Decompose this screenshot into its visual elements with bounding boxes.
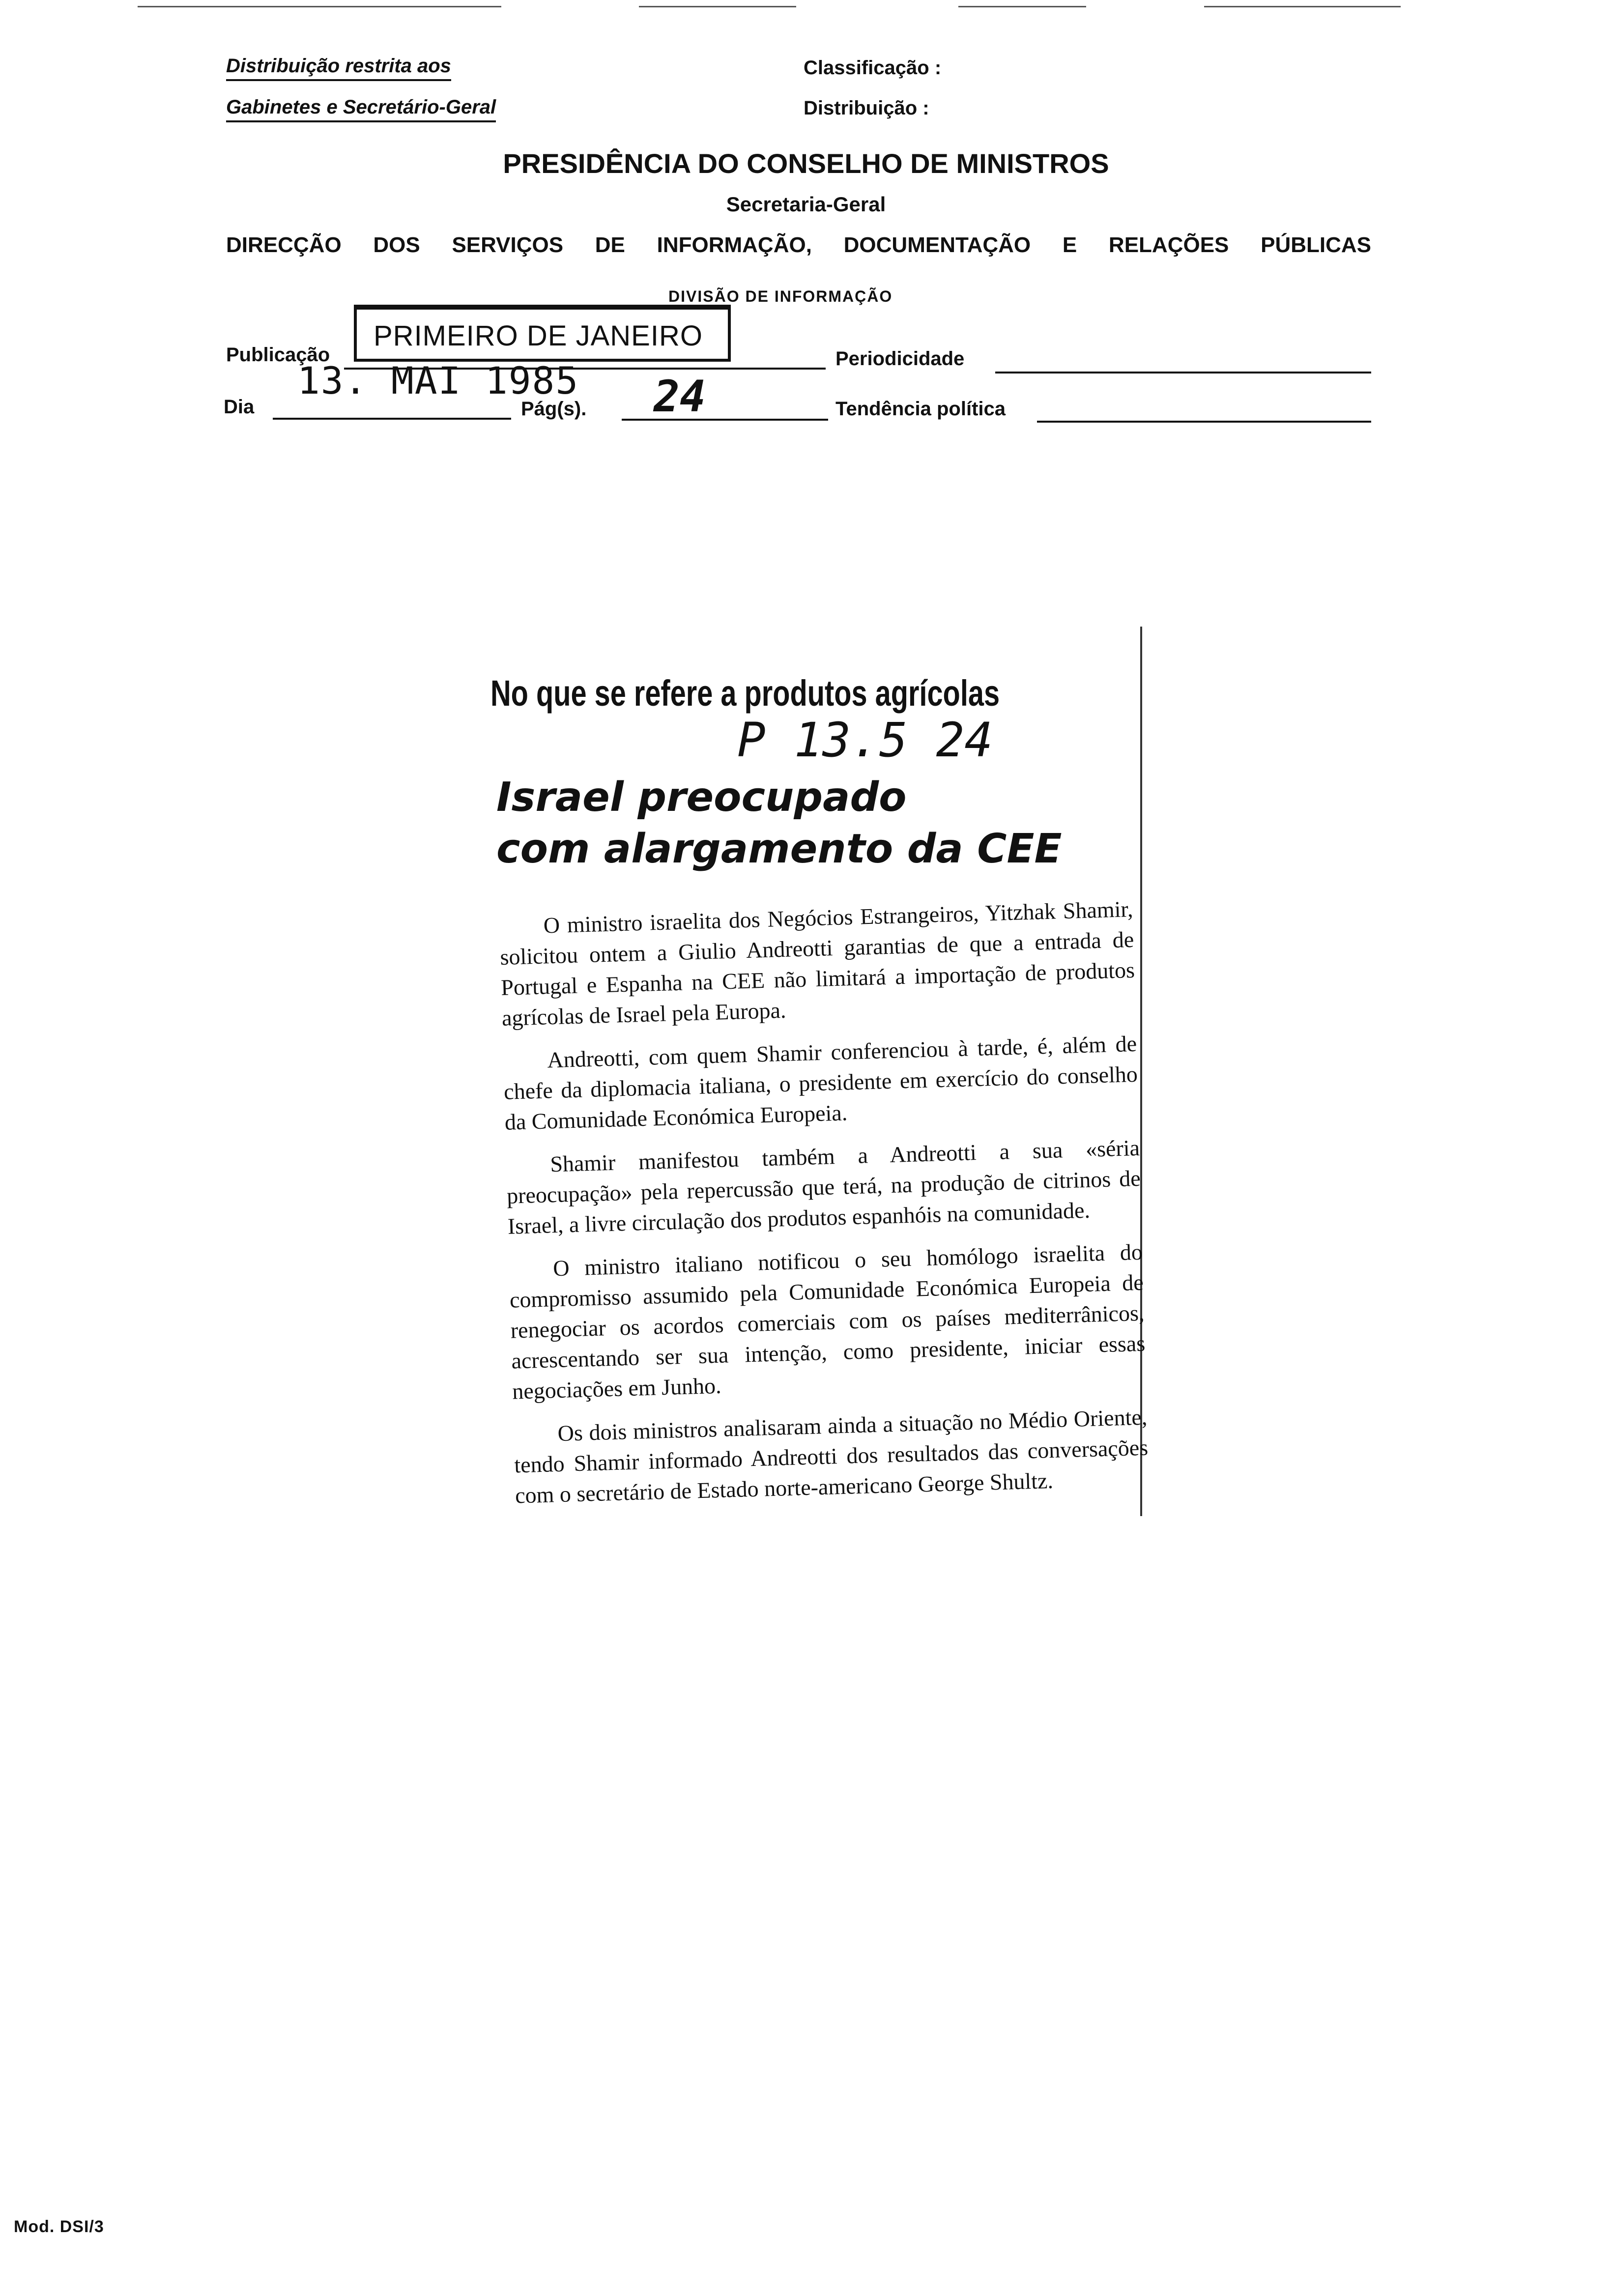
scan-edge-line	[958, 6, 1086, 7]
clipping-paragraph: Andreotti, com quem Shamir conferenciou à tarde, é, além de chefe da diplomacia italiana, o presidente em exercício do conselho da Comunidade Económica Europeia.	[503, 1031, 1138, 1135]
scan-edge-line	[138, 6, 501, 7]
scan-edge-line	[1204, 6, 1401, 7]
pages-label: Pág(s).	[521, 398, 587, 420]
secretariat-subtitle: Secretaria-Geral	[726, 193, 886, 216]
classification-label: Classificação :	[804, 57, 942, 79]
clipping-paragraph: Os dois ministros analisaram ainda a situação no Médio Oriente, tendo Shamir informado Andreotti dos resultados das conversações com o secretário de Estado norte-americano George Shultz.	[514, 1404, 1149, 1508]
clipping-paragraph: O ministro israelita dos Negócios Estrangeiros, Yitzhak Shamir, solicitou ontem a Giulio Andreotti garantias de que a entrada de Portugal e Espanha na CEE não limitará a importação de produtos agrícolas de Israel pela Europa.	[499, 896, 1135, 1031]
pages-blank	[622, 419, 828, 421]
scan-edge-line	[639, 6, 796, 7]
restricted-distribution-line1: Distribuição restrita aos	[226, 55, 451, 81]
clipping-paragraph: Shamir manifestou também a Andreotti a sua «séria preocupação» pela repercussão que terá, na produção de citrinos de Israel, a livre circulação dos produtos espanhóis na comunidade.	[506, 1135, 1141, 1239]
day-label: Dia	[224, 396, 255, 418]
division-title: DIVISÃO DE INFORMAÇÃO	[668, 287, 893, 305]
presidency-title: PRESIDÊNCIA DO CONSELHO DE MINISTROS	[503, 148, 1109, 179]
clipping-headline-line2: com alargamento da CEE	[496, 826, 1062, 872]
restricted-distribution-line2: Gabinetes e Secretário-Geral	[226, 96, 496, 122]
clipping-paragraph: O ministro italiano notificou o seu homólogo israelita do compromisso assumido pela Comunidade Económica Europeia de renegociar os acordos comerciais com os países mediterrânicos, acrescentando ser sua intenção, como presidente, iniciar essas negociações em Junho.	[509, 1239, 1146, 1404]
clipping-headline-line1: Israel preocupado	[496, 774, 907, 821]
publication-value: PRIMEIRO DE JANEIRO	[374, 320, 703, 352]
clipping-handwritten-ref: P 13.5 24	[737, 713, 993, 768]
clipping-kicker: No que se refere a produtos agrícolas	[490, 673, 1000, 714]
distribution-label: Distribuição :	[804, 97, 929, 119]
model-code: Mod. DSI/3	[14, 2217, 104, 2236]
periodicity-blank	[995, 372, 1371, 373]
tendency-label: Tendência política	[835, 398, 1006, 420]
clipping-body	[499, 894, 1150, 1511]
pages-handwritten: 24	[654, 371, 706, 422]
directorate-title: DIRECÇÃO DOS SERVIÇOS DE INFORMAÇÃO, DOCUMENTAÇÃO E RELAÇÕES PÚBLICAS	[226, 233, 1371, 257]
day-stamp: 13. MAI 1985	[297, 359, 579, 402]
day-blank	[273, 418, 511, 420]
tendency-blank	[1037, 421, 1371, 423]
publication-label: Publicação	[226, 344, 330, 366]
periodicity-label: Periodicidade	[835, 348, 965, 370]
